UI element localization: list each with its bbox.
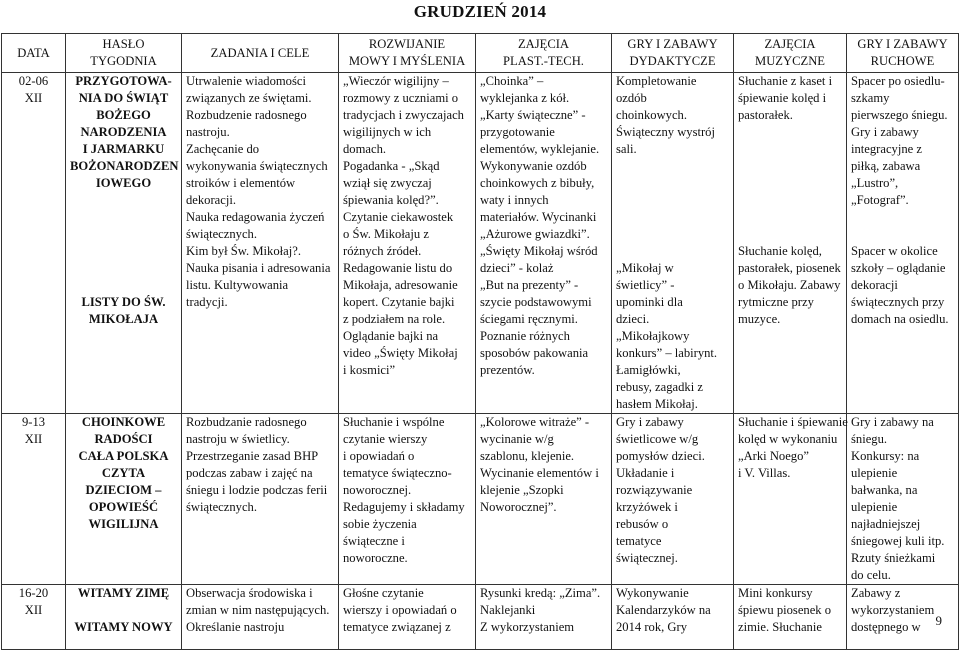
cell-line: kolęd w wykonaniu — [738, 432, 838, 446]
cell-zadania — [182, 73, 339, 414]
cell-line: LISTY DO ŚW. — [81, 295, 166, 309]
cell-line: rozwiązywanie — [616, 483, 693, 497]
header-line: MOWY I MYŚLENIA — [348, 54, 466, 68]
header-mowa — [339, 34, 476, 73]
cell-line: rebusów o — [616, 517, 669, 531]
cell-line: sali. — [616, 142, 637, 156]
header-muzyka — [734, 34, 847, 73]
cell-line: sposobów pakowania — [480, 346, 589, 360]
cell-line: Kalendarzyków na — [616, 603, 711, 617]
cell-line: świątecznych przy — [851, 295, 945, 309]
header-line: ZAJĘCIA — [517, 37, 570, 51]
cell-line: „Kolorowe witraże” - — [480, 415, 590, 429]
cell-line: śpiewania kolęd?”. — [343, 193, 439, 207]
line-gap — [616, 158, 729, 175]
cell-line: Zabawy z — [851, 586, 901, 600]
cell-line: WIGILIJNA — [88, 517, 159, 531]
page-title: GRUDZIEŃ 2014 — [413, 2, 547, 21]
cell-line: dzieci” - kolaż — [480, 261, 554, 275]
cell-line: wierszy i opowiadań o — [343, 603, 457, 617]
cell-line: Rzuty śnieżkami — [851, 551, 936, 565]
line-gap — [738, 192, 842, 209]
cell-line: „Mikołajkowy — [616, 329, 690, 343]
cell-line: Słuchanie kolęd, — [738, 244, 822, 258]
cell-line: NIA DO ŚWIĄT — [78, 91, 169, 105]
cell-line: świetlicy” - — [616, 278, 675, 292]
cell-line: CHOINKOWE — [81, 415, 166, 429]
cell-mowa — [339, 585, 476, 650]
cell-line: Oglądanie bajki na — [343, 329, 439, 343]
line-gap — [738, 124, 842, 141]
header-line: ROZWIJANIE — [368, 37, 446, 51]
cell-line: zmian w nim następujących. — [186, 603, 330, 617]
cell-line: materiałów. Wycinanki — [480, 210, 597, 224]
cell-line: wyklejanka z kół. — [480, 91, 570, 105]
line-gap — [70, 226, 177, 243]
cell-line: świąteczne i — [343, 534, 405, 548]
page-number: 9 — [935, 613, 942, 628]
cell-line: choinkowych. — [616, 108, 687, 122]
cell-line: WITAMY ZIMĘ — [77, 586, 170, 600]
cell-line: Noworocznej”. — [480, 500, 557, 514]
cell-line: zimie. Słuchanie — [738, 620, 822, 634]
table-row — [2, 73, 959, 414]
cell-line: wycinanie w/g — [480, 432, 554, 446]
cell-line: „Mikołaj w — [616, 261, 674, 275]
line-gap — [616, 209, 729, 226]
cell-line: śniegu. — [851, 432, 888, 446]
cell-haslo — [66, 585, 182, 650]
cell-line: Gry i zabawy — [851, 125, 919, 139]
cell-line: świątecznych. — [186, 500, 257, 514]
cell-line: piłką, zabawa — [851, 159, 921, 173]
cell-line: elementów, wyklejanie. — [480, 142, 600, 156]
cell-line: XII — [24, 91, 43, 105]
cell-line: związanych ze świętami. — [186, 91, 312, 105]
cell-line: szablonu, klejenie. — [480, 449, 575, 463]
header-line: PLAST.-TECH. — [503, 54, 584, 68]
cell-line: Słuchanie i śpiewanie — [738, 415, 848, 429]
cell-plastyka — [476, 585, 612, 650]
header-line: DYDAKTYCZE — [629, 54, 716, 68]
cell-line: DZIECIOM – — [85, 483, 162, 497]
header-line: TYGODNIA — [90, 54, 157, 68]
cell-line: „Święty Mikołaj wśród — [480, 244, 598, 258]
header-line: RUCHOWE — [870, 54, 935, 68]
cell-line: Zachęcanie do — [186, 142, 260, 156]
cell-line: I JARMARKU — [82, 142, 165, 156]
cell-line: pierwszego śniegu. — [851, 108, 948, 122]
cell-line: klejenie „Szopki — [480, 483, 564, 497]
cell-line: „But na prezenty” - — [480, 278, 579, 292]
cell-line: Rozbudzanie radosnego — [186, 415, 307, 429]
cell-line: hasłem Mikołaj. — [616, 397, 698, 411]
cell-line: i opowiadań o — [343, 449, 415, 463]
cell-line: o Mikołaju. Zabawy — [738, 278, 841, 292]
cell-mowa — [339, 414, 476, 585]
cell-line: z podziałem na role. — [343, 312, 446, 326]
cell-line: Poznanie różnych — [480, 329, 570, 343]
cell-line: XII — [24, 432, 43, 446]
header-line: MUZYCZNE — [755, 54, 825, 68]
cell-zadania — [182, 414, 339, 585]
cell-line: sobie życzenia — [343, 517, 417, 531]
cell-line: Przestrzeganie zasad BHP — [186, 449, 319, 463]
cell-line: prezentów. — [480, 363, 535, 377]
cell-line: Słuchanie z kaset i — [738, 74, 833, 88]
cell-line: i V. Villas. — [738, 466, 791, 480]
header-line: GRY I ZABAWY — [857, 37, 948, 51]
cell-line: dekoracji. — [186, 193, 236, 207]
cell-line: Gry i zabawy — [616, 415, 684, 429]
cell-line: śpiewu piosenek o — [738, 603, 832, 617]
header-line: HASŁO — [102, 37, 145, 51]
cell-line: tradycji. — [186, 295, 228, 309]
cell-mowa — [339, 73, 476, 414]
cell-line: Łamigłówki, — [616, 363, 681, 377]
cell-line: Głośne czytanie — [343, 586, 424, 600]
cell-line: wigilijnych w ich — [343, 125, 432, 139]
header-plastyka — [476, 34, 612, 73]
cell-line: 9-13 — [21, 415, 46, 429]
cell-line: Wykonywanie — [616, 586, 689, 600]
cell-line: wykorzystaniem — [851, 603, 935, 617]
cell-line: rytmiczne przy — [738, 295, 814, 309]
cell-line: Redagowanie listu do — [343, 261, 453, 275]
cell-line: „Wieczór wigilijny – — [343, 74, 449, 88]
line-gap — [738, 158, 842, 175]
header-date — [2, 34, 66, 73]
cell-line: OPOWIEŚĆ — [88, 500, 159, 514]
cell-plastyka — [476, 73, 612, 414]
line-gap — [70, 277, 177, 294]
line-gap — [738, 141, 842, 158]
cell-line: pastorałek, piosenek — [738, 261, 841, 275]
cell-line: Układanie i — [616, 466, 675, 480]
cell-line: świątecznej. — [616, 551, 678, 565]
cell-line: stroików i elementów — [186, 176, 296, 190]
cell-line: Spacer w okolice — [851, 244, 938, 258]
header-line: GRY I ZABAWY — [627, 37, 718, 51]
cell-line: waty i innych — [480, 193, 549, 207]
cell-line: Kim był Św. Mikołaj?. — [186, 244, 301, 258]
cell-line: ulepienie — [851, 500, 898, 514]
cell-line: szkamy — [851, 91, 890, 105]
cell-line: o Św. Mikołaju z — [343, 227, 429, 241]
cell-ruch — [847, 414, 959, 585]
cell-line: CZYTA — [101, 466, 146, 480]
cell-line: Rozbudzenie radosnego — [186, 108, 307, 122]
header-line: ZADANIA I CELE — [210, 45, 310, 60]
cell-line: MIKOŁAJA — [88, 312, 159, 326]
cell-line: tematyce świąteczno- — [343, 466, 452, 480]
cell-line: Świąteczny wystrój — [616, 125, 715, 139]
cell-line: Czytanie ciekawostek — [343, 210, 454, 224]
cell-line: BOŻEGO — [96, 108, 151, 122]
cell-line: dostępnego w — [851, 620, 921, 634]
cell-line: „Arki Noego” — [738, 449, 809, 463]
cell-line: Nauka redagowania życzeń — [186, 210, 325, 224]
header-line: DATA — [17, 45, 50, 60]
header-dydakt — [612, 34, 734, 73]
cell-line: podczas zabaw i zajęć na — [186, 466, 313, 480]
cell-line: BOŻONARODZEN — [70, 159, 179, 173]
cell-line: Pogadanka - „Skąd — [343, 159, 440, 173]
cell-line: dekoracji — [851, 278, 898, 292]
cell-line: Redagujemy i składamy — [343, 500, 465, 514]
cell-haslo — [66, 414, 182, 585]
cell-line: 02-06 — [18, 74, 49, 88]
cell-muzyka — [734, 414, 847, 585]
cell-line: Wycinanie elementów i — [480, 466, 599, 480]
cell-line: Konkursy: na — [851, 449, 920, 463]
cell-line: „Karty świąteczne” - — [480, 108, 586, 122]
cell-line: śpiewanie kolęd i — [738, 91, 827, 105]
cell-line: muzyce. — [738, 312, 781, 326]
line-gap — [851, 209, 954, 226]
cell-line: WITAMY NOWY — [74, 620, 173, 634]
cell-plastyka — [476, 414, 612, 585]
cell-line: integracyjne z — [851, 142, 922, 156]
cell-line: konkurs” – labirynt. — [616, 346, 718, 360]
cell-line: rebusy, zagadki z — [616, 380, 703, 394]
cell-line: choinkowych z bibuły, — [480, 176, 595, 190]
cell-dydakt — [612, 414, 734, 585]
cell-line: 16-20 — [18, 586, 49, 600]
cell-line: RADOŚCI — [94, 432, 153, 446]
cell-line: kopert. Czytanie bajki — [343, 295, 455, 309]
cell-date — [2, 73, 66, 414]
cell-line: „Lustro”, — [851, 176, 899, 190]
cell-date — [2, 414, 66, 585]
cell-line: listu. Kultywowania — [186, 278, 289, 292]
line-gap — [70, 192, 177, 209]
line-gap — [616, 243, 729, 260]
cell-line: Z wykorzystaniem — [480, 620, 575, 634]
cell-line: bałwanka, na — [851, 483, 918, 497]
cell-line: przygotowanie — [480, 125, 555, 139]
cell-line: NARODZENIA — [80, 125, 167, 139]
cell-line: Spacer po osiedlu- — [851, 74, 945, 88]
cell-line: czytanie wierszy — [343, 432, 428, 446]
line-gap — [851, 226, 954, 243]
cell-muzyka — [734, 585, 847, 650]
cell-line: do celu. — [851, 568, 891, 582]
cell-dydakt — [612, 585, 734, 650]
cell-line: krzyżówek i — [616, 500, 678, 514]
cell-line: Naklejanki — [480, 603, 536, 617]
cell-line: 2014 rok, Gry — [616, 620, 688, 634]
cell-line: Obserwacja środowiska i — [186, 586, 313, 600]
cell-line: wykonywania świątecznych — [186, 159, 328, 173]
cell-muzyka — [734, 73, 847, 414]
cell-line: świątecznych. — [186, 227, 257, 241]
cell-line: CAŁA POLSKA — [78, 449, 169, 463]
line-gap — [616, 175, 729, 192]
cell-line: ozdób — [616, 91, 647, 105]
cell-line: ulepienie — [851, 466, 898, 480]
cell-line: Mikołaja, adresowanie — [343, 278, 458, 292]
cell-line: tematyce związanej z — [343, 620, 451, 634]
cell-line: Słuchanie i wspólne — [343, 415, 445, 429]
cell-line: tradycjach i zwyczajach — [343, 108, 464, 122]
cell-line: Nauka pisania i adresowania — [186, 261, 331, 275]
cell-line: upominki dla — [616, 295, 683, 309]
cell-line: szkoły – oglądanie — [851, 261, 946, 275]
cell-line: domach na osiedlu. — [851, 312, 949, 326]
header-row — [2, 34, 959, 73]
cell-line: Kompletowanie — [616, 74, 697, 88]
cell-line: świetlicowe w/g — [616, 432, 699, 446]
line-gap — [616, 192, 729, 209]
cell-line: Wykonywanie ozdób — [480, 159, 587, 173]
cell-line: Rysunki kredą: „Zima”. — [480, 586, 601, 600]
cell-line: nastroju. — [186, 125, 230, 139]
cell-line: ściegami ręcznymi. — [480, 312, 578, 326]
header-ruch — [847, 34, 959, 73]
header-haslo — [66, 34, 182, 73]
cell-line: i kosmici” — [343, 363, 396, 377]
cell-line: pastorałek. — [738, 108, 793, 122]
line-gap — [738, 209, 842, 226]
cell-line: IOWEGO — [95, 176, 152, 190]
line-gap — [70, 243, 177, 260]
cell-line: noworocznej. — [343, 483, 412, 497]
line-gap — [738, 175, 842, 192]
cell-line: Mini konkursy — [738, 586, 813, 600]
cell-line: szycie podstawowymi — [480, 295, 592, 309]
cell-line: dzieci. — [616, 312, 650, 326]
table-row — [2, 585, 959, 650]
line-gap — [738, 226, 842, 243]
cell-haslo — [66, 73, 182, 414]
line-gap — [70, 260, 177, 277]
cell-line: XII — [24, 603, 43, 617]
cell-line: Gry i zabawy na — [851, 415, 934, 429]
cell-line: domach. — [343, 142, 387, 156]
cell-line: Utrwalenie wiadomości — [186, 74, 306, 88]
plan-table — [1, 33, 959, 650]
cell-line: tematyce — [616, 534, 662, 548]
cell-line: wziął się zwyczaj — [343, 176, 432, 190]
cell-line: „Ażurowe gwiazdki”. — [480, 227, 590, 241]
cell-line: różnych źródeł. — [343, 244, 422, 258]
cell-line: „Fotograf”. — [851, 193, 909, 207]
cell-dydakt — [612, 73, 734, 414]
cell-line: nastroju w świetlicy. — [186, 432, 290, 446]
line-gap — [616, 226, 729, 243]
cell-date — [2, 585, 66, 650]
header-zadania — [182, 34, 339, 73]
cell-line: śniegu i lodzie podczas ferii — [186, 483, 328, 497]
cell-zadania — [182, 585, 339, 650]
cell-line: pomysłów dzieci. — [616, 449, 705, 463]
header-line: ZAJĘCIA — [764, 37, 816, 51]
cell-line: noworoczne. — [343, 551, 408, 565]
cell-line: najładniejszej — [851, 517, 921, 531]
line-gap — [70, 602, 177, 619]
cell-line: video „Święty Mikołaj — [343, 346, 458, 360]
cell-line: Określanie nastroju — [186, 620, 285, 634]
cell-line: PRZYGOTOWA- — [75, 74, 172, 88]
cell-line: „Choinka” – — [480, 74, 544, 88]
table-row — [2, 414, 959, 585]
cell-line: rozmowy z uczniami o — [343, 91, 459, 105]
cell-line: śniegowej kuli itp. — [851, 534, 945, 548]
cell-ruch — [847, 73, 959, 414]
line-gap — [70, 209, 177, 226]
